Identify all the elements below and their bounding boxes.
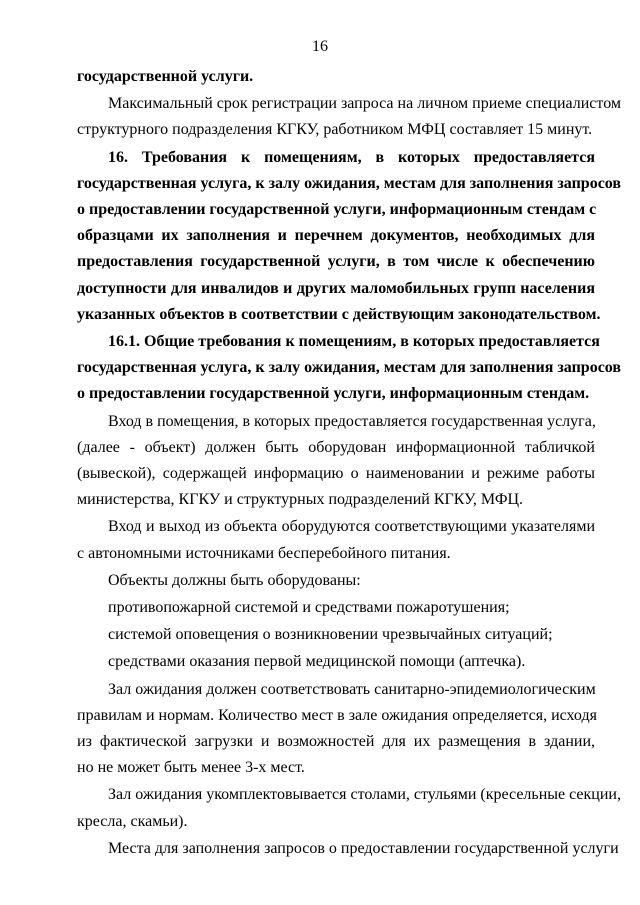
text-line: образцами их заполнения и перечнем документов, необходимых для	[77, 227, 595, 245]
text-line: Зал ожидания должен соответствовать санитарно-эпидемиологическим	[108, 680, 596, 698]
text-line: Вход и выход из объекта оборудуются соответствующими указателями	[108, 518, 595, 536]
paragraph	[77, 622, 595, 648]
text-line: предоставления государственной услуги, в том числе к обеспечению	[77, 253, 595, 271]
paragraph	[77, 649, 595, 675]
text-line: государственной услуги.	[77, 68, 254, 85]
text-line: (далее - объект) должен быть оборудован информационной табличкой	[77, 438, 595, 456]
text-line: средствами оказания первой медицинской помощи (аптечка).	[108, 653, 526, 671]
text-line: (вывеской), содержащей информацию о наименовании и режиме работы	[77, 465, 595, 483]
text-line: 16.1. Общие требования к помещениям, в которых предоставляется	[108, 333, 600, 351]
paragraph	[77, 91, 622, 143]
text-line: Зал ожидания укомплектовывается столами, стульями (кресельные секции,	[108, 786, 621, 804]
paragraph	[77, 836, 619, 862]
text-line: государственная услуга, к залу ожидания, местам для заполнения запросов	[77, 359, 622, 377]
text-line: с автономными источниками бесперебойного питания.	[77, 544, 451, 562]
text-line: Вход в помещения, в которых предоставляется государственная услуга,	[108, 412, 596, 430]
paragraph	[77, 514, 595, 566]
paragraph	[77, 782, 621, 834]
text-line: государственная услуга, к залу ожидания, местам для заполнения запросов	[77, 174, 622, 192]
text-line: структурного подразделения КГКУ, работником МФЦ составляет 15 минут.	[77, 121, 593, 139]
paragraph	[77, 64, 595, 90]
paragraph	[77, 409, 595, 514]
page-number: 16	[312, 38, 328, 55]
text-line: противопожарной системой и средствами пожаротушения;	[108, 599, 510, 617]
text-line: правилам и нормам. Количество мест в зале ожидания определяется, исходя	[77, 706, 597, 724]
text-line: из фактической загрузки и возможностей для их размещения в здании,	[77, 733, 595, 751]
text-line: доступности для инвалидов и других маломобильных групп населения	[77, 279, 595, 297]
text-line: о предоставлении государственной услуги, информационным стендам.	[77, 385, 590, 403]
paragraph	[77, 329, 622, 408]
document-body	[77, 64, 622, 862]
paragraph	[77, 145, 622, 328]
text-line: Максимальный срок регистрации запроса на личном приеме специалистом	[108, 95, 622, 113]
text-line: 16. Требования к помещениям, в которых предоставляется	[108, 148, 595, 166]
text-line: системой оповещения о возникновении чрезвычайных ситуаций;	[108, 626, 553, 644]
text-line: но не может быть менее 3-х мест.	[77, 759, 305, 777]
paragraph	[77, 677, 595, 782]
text-line: министерства, КГКУ и структурных подразделений КГКУ, МФЦ.	[77, 491, 524, 509]
text-line: о предоставлении государственной услуги, информационным стендам с	[77, 201, 597, 219]
text-line: указанных объектов в соответствии с действующим законодательством.	[77, 305, 601, 323]
text-line: Места для заполнения запросов о предоставлении государственной услуги	[108, 839, 619, 857]
text-line: Объекты должны быть оборудованы:	[108, 571, 361, 589]
paragraph	[77, 568, 595, 594]
text-line: кресла, скамьи).	[77, 812, 188, 830]
paragraph	[77, 595, 595, 621]
